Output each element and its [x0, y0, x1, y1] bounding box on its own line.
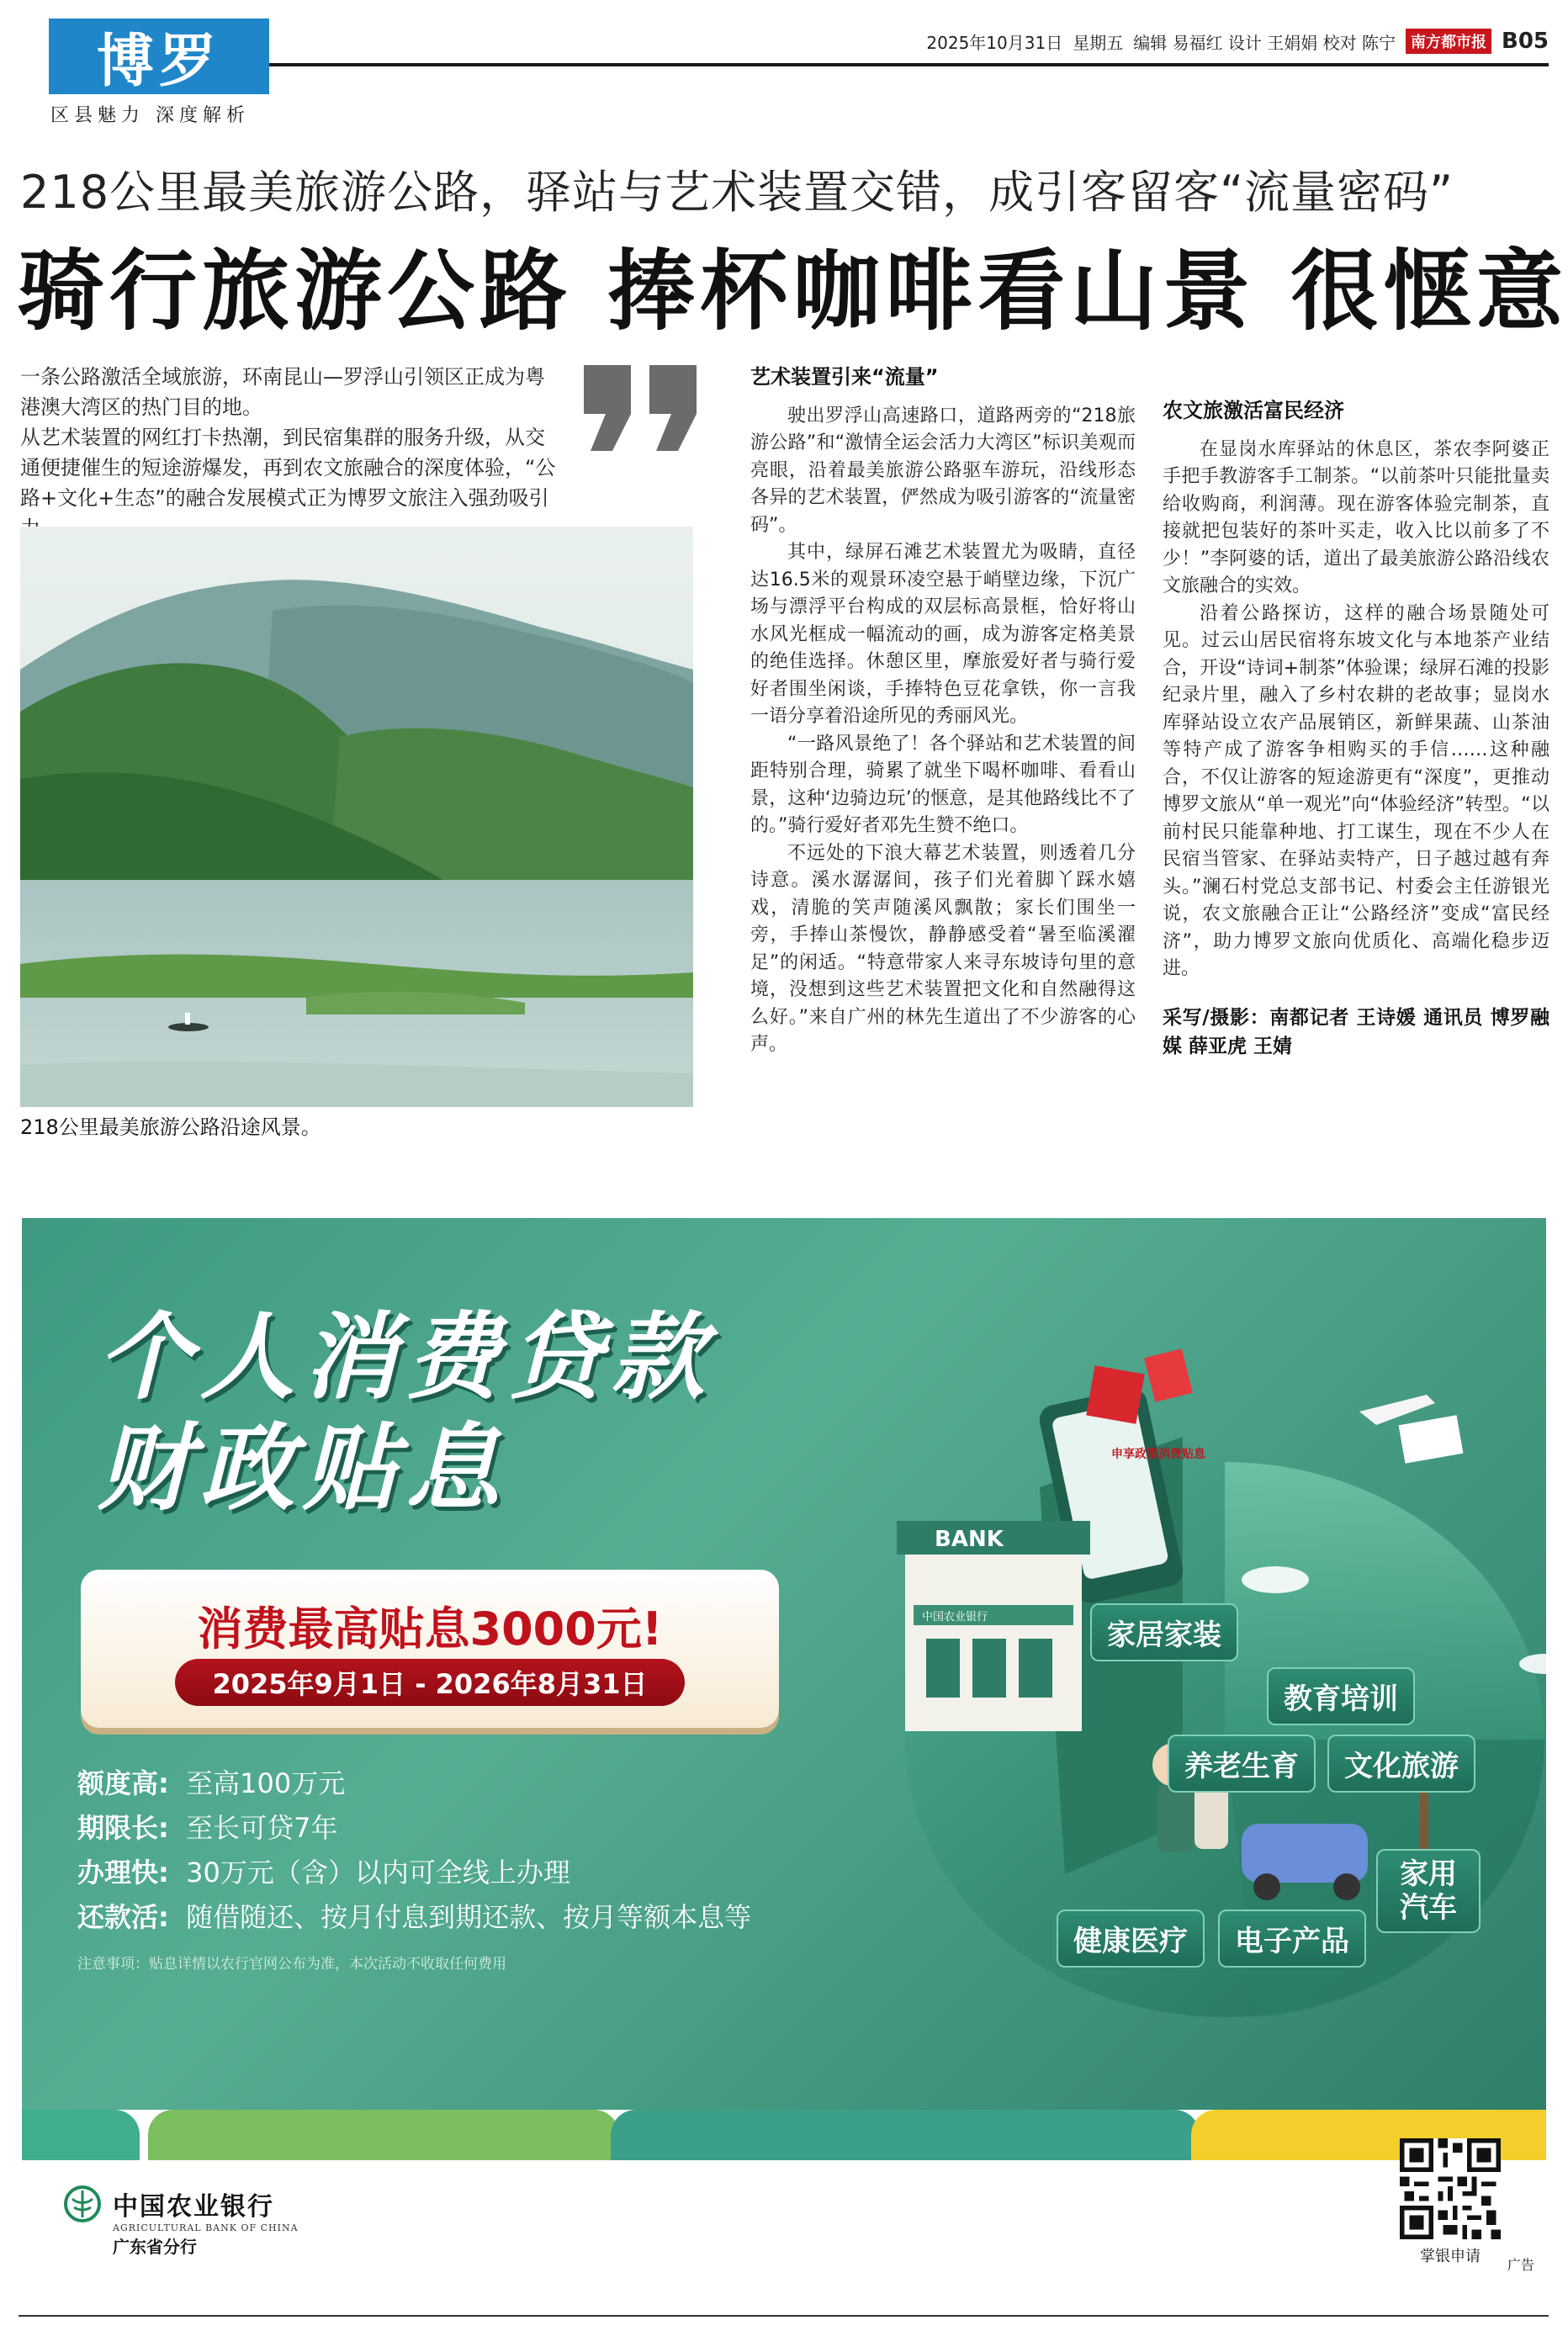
quote-mark-icon: [572, 362, 707, 454]
bank-branch: 广东省分行: [113, 2237, 197, 2257]
photo-caption: 218公里最美旅游公路沿途风景。: [20, 1115, 321, 1139]
body-paragraph: 沿着公路探访，这样的融合场景随处可见。过云山居民宿将东坡文化与本地茶产业结合，开设“诗词+制茶”体验课；绿屏石滩的投影纪录片里，融入了乡村农耕的老故事；显岗水库驿站设立农产品展销区，新鲜果蔬、山茶油等特产成了游客争相购买的手信……这种融合，不仅让游客的短途游更有“深度”，更推动博罗文旅从“单一观光”向“体验经济”转型。“以前村民只能靠种地、打工谋生，现在不少人在民宿当管家、在驿站卖特产，日子越过越有奔头。”澜石村党总支部书记、村委会主任游银光说，农文旅融合正让“公路经济”变成“富民经济”，助力博罗文旅向优质化、高端化稳步迈进。: [1163, 602, 1549, 979]
body-paragraph: 其中，绿屏石滩艺术装置尤为吸睛，直径达16.5米的观景环凌空悬于峭壁边缘，下沉广场与漂浮平台构成的双层标高景框，恰好将山水风光框成一幅流动的画，成为游客定格美景的绝佳选择。休憩区里，摩旅爱好者与骑行爱好者围坐闲谈，手捧特色豆花拿铁，你一言我一语分享着沿途所见的秀丽风光。: [750, 542, 1136, 727]
section-subtitle: 区县魅力 深度解析: [50, 105, 250, 126]
feature-value: 至长可贷7年: [186, 1812, 338, 1844]
abc-bank-logo: [64, 2185, 299, 2258]
qr-code-label: 掌银申请: [1420, 2248, 1481, 2265]
section-tag: 博罗: [49, 19, 269, 94]
feature-item: [77, 1895, 751, 1940]
category-tag: 电子产品: [1218, 1910, 1366, 1968]
page-meta: [926, 29, 1549, 54]
ad-marker: 广告: [1507, 2257, 1535, 2273]
feature-label: 办理快:: [77, 1857, 169, 1888]
section-subhead: 农文旅激活富民经济: [1163, 399, 1344, 422]
feature-label: 期限长:: [77, 1812, 169, 1844]
bank-name: 中国农业银行: [113, 2192, 274, 2222]
article-column-1: [750, 363, 1136, 1059]
article-headline: 骑行旅游公路 捧杯咖啡看山景 很惬意: [17, 240, 1568, 342]
lead-paragraph: 从艺术装置的网红打卡热潮，到民宿集群的服务升级，从交通便捷催生的短途游爆发，再到农文旅融合的深度体验，“公路+文化+生态”的融合发展模式正为博罗文旅注入强劲吸引: [20, 426, 556, 510]
consumer-pie-illustration: [787, 1269, 1546, 2110]
lake-mountain-photo: [20, 527, 693, 1107]
editor-credits: 编辑 易福红 设计 王娟娟 校对 陈宁: [1133, 32, 1396, 53]
paper-logo: 南方都市报: [1406, 29, 1491, 54]
article-kicker: 218公里最美旅游公路，驿站与艺术装置交错，成引客留客“流量密码”: [20, 166, 1454, 219]
bank-building-name: 中国农业银行: [922, 1611, 988, 1624]
category-tag: 家居家装: [1090, 1603, 1238, 1661]
body-paragraph: 驶出罗浮山高速路口，道路两旁的“218旅游公路”和“激情全运会活力大湾区”标识美观而亮眼，沿着最美旅游公路驱车游玩，沿线形态各异的艺术装置，俨然成为吸引游客的“流量密码”。: [750, 405, 1136, 536]
bank-name-english: AGRICULTURAL BANK OF CHINA: [113, 2222, 299, 2233]
issue-weekday: 星期五: [1073, 32, 1124, 53]
section-subhead: 艺术装置引来“流量”: [750, 365, 939, 389]
page-number: B05: [1502, 29, 1549, 54]
category-tag: 家用汽车: [1376, 1849, 1481, 1933]
issue-date: 2025年10月31日: [926, 32, 1063, 53]
stripe: [22, 2110, 140, 2160]
ad-title: [98, 1302, 713, 1524]
stripe: [611, 2110, 1200, 2160]
color-stripes: [22, 2110, 1546, 2160]
feature-value: 至高100万元: [186, 1767, 346, 1799]
phone-screen-text: 申享政策消费贴息: [1111, 1448, 1205, 1461]
footer-rule: [19, 2315, 1549, 2317]
body-paragraph: 在显岗水库驿站的休息区，茶农李阿婆正手把手教游客手工制茶。“以前茶叶只能批量卖给收购商，利润薄。现在游客体验完制茶，直接就把包装好的茶叶买走，收入比以前多了不少！”李阿婆的话，道出了最美旅游公路沿线农文旅融合的实效。: [1163, 438, 1549, 596]
category-tag: 健康医疗: [1057, 1910, 1205, 1968]
lead-paragraph: 一条公路激活全域旅游，环南昆山—罗浮山引领区正成为粤港澳大湾区的热门目的地。: [20, 365, 545, 419]
header-rule: [175, 63, 1549, 66]
feature-value: 30万元（含）以内可全线上办理: [186, 1857, 570, 1888]
ad-disclaimer: 注意事项：贴息详情以农行官网公布为准，本次活动不收取任何费用: [77, 1956, 506, 1973]
stripe: [148, 2110, 619, 2160]
bank-name-block: [113, 2185, 299, 2258]
feature-list: [77, 1761, 751, 1940]
feature-value: 随借随还、按月付息到期还款、按月等额本息等: [186, 1901, 752, 1933]
ad-title-line: 个人消费贷款: [98, 1303, 713, 1412]
article-byline: 采写/摄影：南都记者 王诗媛 通讯员 博罗融媒 薛亚虎 王婧: [1163, 1006, 1549, 1057]
article-column-2: [1163, 363, 1549, 1061]
feature-item: [77, 1761, 751, 1806]
category-tag: 文化旅游: [1327, 1735, 1475, 1793]
bank-building-sign: BANK: [935, 1527, 1004, 1552]
ad-title-line: 财政贴息: [98, 1414, 508, 1523]
promo-banner: [81, 1570, 779, 1728]
article-lead: [20, 362, 559, 543]
feature-item: [77, 1851, 751, 1895]
category-tag: 养老生育: [1168, 1735, 1316, 1793]
feature-item: [77, 1806, 751, 1851]
category-tag: 教育培训: [1267, 1667, 1415, 1725]
feature-label: 还款活:: [77, 1901, 169, 1933]
body-paragraph: 不远处的下浪大幕艺术装置，则透着几分诗意。溪水潺潺间，孩子们光着脚丫踩水嬉戏，清脆的笑声随溪风飘散；家长们围坐一旁，手捧山茶慢饮，静静感受着“暑至临溪濯足”的闲适。“特意带家人来寻东坡诗句里的意境，没想到这些艺术装置把文化和自然融得这么好。”来自广州的林先生道出了不少游客的心声。: [750, 842, 1136, 1055]
promo-headline: 消费最高贴息3000元!: [197, 1602, 663, 1655]
promo-date-range: 2025年9月1日 - 2026年8月31日: [175, 1659, 685, 1706]
body-paragraph: “一路风景绝了！各个驿站和艺术装置的间距特别合理，骑累了就坐下喝杯咖啡、看看山景，这种‘边骑边玩’的惬意，是其他路线比不了的。”骑行爱好者邓先生赞不绝口。: [750, 733, 1136, 836]
bank-advertisement: [22, 1218, 1546, 2273]
qr-code-icon[interactable]: [1396, 2138, 1504, 2239]
feature-label: 额度高:: [77, 1767, 169, 1799]
abc-emblem-icon: [64, 2185, 101, 2222]
